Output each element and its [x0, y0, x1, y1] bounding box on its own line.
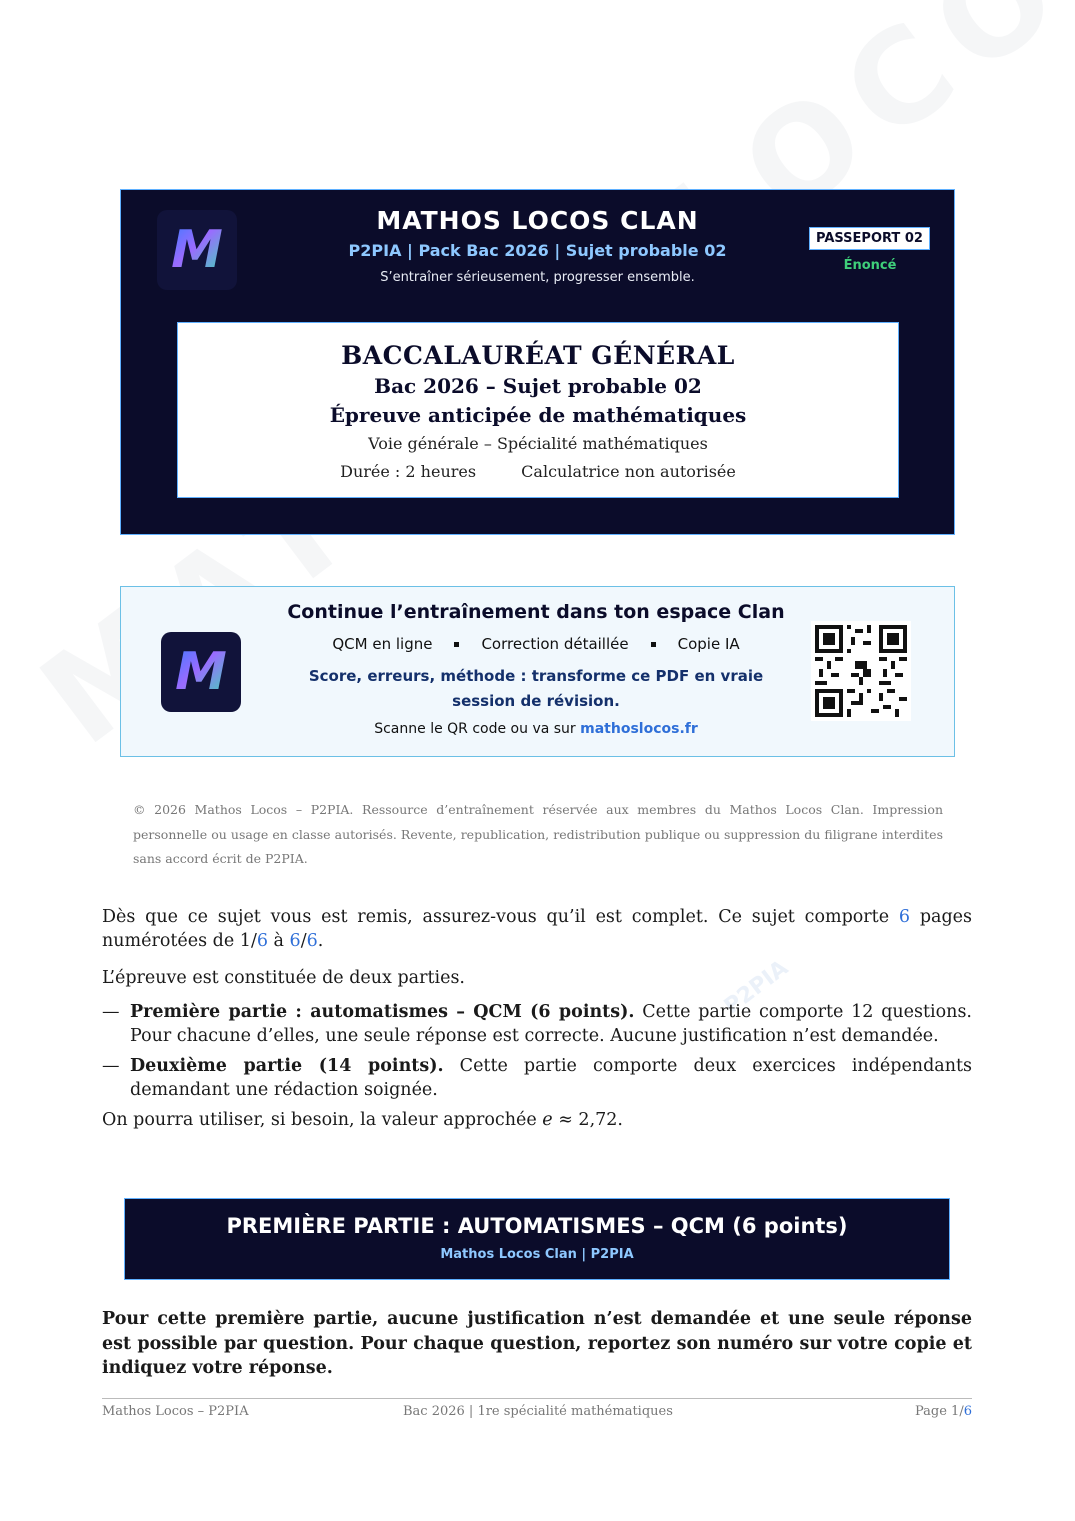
list-item: — Deuxième partie (14 points). Cette partie comporte deux exercices indépendants demandant une rédaction soignée.	[102, 1056, 972, 1100]
page-total-link[interactable]: 6	[963, 1404, 972, 1419]
footer-center: Bac 2026 | 1re spécialité mathématiques	[403, 1404, 673, 1419]
brand-tagline: S’entraîner sérieusement, progresser ensemble.	[380, 270, 695, 285]
clan-title: Continue l’entraînement dans ton espace Clan	[287, 601, 785, 623]
feature-copie: Copie IA	[677, 635, 740, 653]
exam-title: BACCALAURÉAT GÉNÉRAL	[341, 341, 735, 370]
footer-left: Mathos Locos – P2PIA	[102, 1404, 249, 1419]
page-total-link[interactable]: 6	[289, 931, 301, 951]
parts-intro: L’épreuve est constituée de deux parties.	[102, 968, 465, 988]
page-total-link[interactable]: 6	[306, 931, 318, 951]
brand-subtitle: P2PIA | Pack Bac 2026 | Sujet probable 02	[348, 241, 727, 260]
intro-paragraph: Dès que ce sujet vous est remis, assurez-vous qu’il est complet. Ce sujet comporte 6 pages numérotées de 1/6 à 6/6.	[102, 907, 972, 951]
exam-calculator: Calculatrice non autorisée	[521, 462, 736, 481]
clan-features	[261, 635, 811, 653]
bullet-icon	[454, 642, 459, 647]
part1-instructions: Pour cette première partie, aucune justification n’est demandée et une seule réponse est possible par question. Pour chaque question, reportez son numéro sur votre copie et indiquez votre réponse.	[102, 1309, 972, 1378]
clan-logo-icon: M	[161, 632, 241, 712]
brand-title: MATHOS LOCOS CLAN	[376, 206, 699, 235]
page-total-link[interactable]: 6	[898, 907, 911, 927]
exam-conditions	[178, 462, 898, 481]
part1-subtitle: Mathos Locos Clan | P2PIA	[440, 1247, 634, 1262]
status-label: Énoncé	[843, 258, 897, 273]
qr-code-icon[interactable]	[811, 621, 911, 721]
page-total-link[interactable]: 6	[256, 931, 268, 951]
header-banner	[120, 189, 955, 535]
watermark-small: P2PIA	[719, 955, 793, 1020]
clan-scan-text	[261, 721, 811, 737]
feature-correction: Correction détaillée	[481, 635, 629, 653]
exam-subject: Bac 2026 – Sujet probable 02	[374, 374, 702, 398]
copyright-notice: © 2026 Mathos Locos – P2PIA. Ressource d’entraînement réservée aux membres du Mathos Locos Clan. Impression personnelle ou usage en classe autorisés. Revente, republication, redistribution publique ou suppression du filigrane interdites sans accord écrit de P2PIA.	[133, 802, 943, 866]
website-link[interactable]: mathoslocos.fr	[580, 721, 698, 737]
exam-title-box	[177, 322, 899, 498]
passport-badge: PASSEPORT 02	[809, 227, 930, 250]
logo-icon: M	[157, 210, 237, 290]
bullet-icon	[651, 642, 656, 647]
exam-duration: Durée : 2 heures	[340, 462, 477, 481]
scan-prompt: Scanne le QR code ou va sur	[374, 721, 581, 737]
footer-divider	[102, 1398, 972, 1399]
page-number: Page 1/6	[915, 1404, 972, 1419]
clan-promo-box	[120, 586, 955, 757]
exam-name: Épreuve anticipée de mathématiques	[329, 403, 747, 427]
exam-track: Voie générale – Spécialité mathématiques	[368, 434, 708, 453]
part1-title: PREMIÈRE PARTIE : AUTOMATISMES – QCM (6 points)	[226, 1214, 848, 1238]
clan-score-text: Score, erreurs, méthode : transforme ce PDF en vraie session de révision.	[308, 667, 764, 710]
part1-banner	[124, 1198, 950, 1280]
approx-note: On pourra utiliser, si besoin, la valeur approchée e ≈ 2,72.	[102, 1110, 623, 1130]
list-item: — Première partie : automatismes – QCM (6 points). Cette partie comporte 12 questions. Pour chacune d’elles, une seule réponse est correcte. Aucune justification n’est demandée.	[102, 1002, 972, 1046]
feature-qcm: QCM en ligne	[332, 635, 433, 653]
